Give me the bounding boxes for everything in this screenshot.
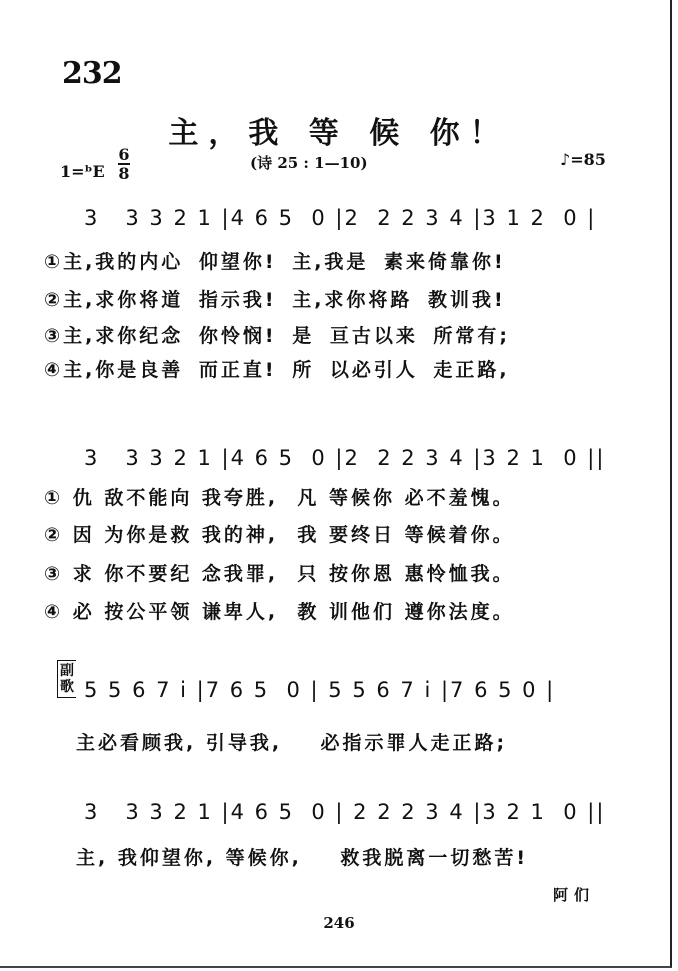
hymn-title: 主，我 等 候 你！ <box>168 116 510 151</box>
lyric-line: 主必看顾我, 引导我, 必指示罪人走正路; <box>76 732 508 754</box>
page-number: 246 <box>323 914 355 932</box>
time-signature <box>118 146 130 182</box>
scripture-reference: (诗 25 : 1—10) <box>250 154 368 172</box>
hymn-number: 232 <box>62 56 122 91</box>
lyric-line: 主, 我仰望你, 等候你, 救我脱离一切愁苦! <box>76 847 529 869</box>
notation-line-4: 3 3 3 2 1 |4 6 5 0 | 2 2 2 3 4 |3 2 1 0 || <box>84 800 606 824</box>
notation-line-3: 5 5 6 7 i |7 6 5 0 | 5 5 6 7 i |7 6 5 0 | <box>84 678 556 702</box>
tempo-marking: ♪=85 <box>560 150 606 169</box>
lyric-line: ④主,你是良善 而正直! 所 以必引人 走正路, <box>44 359 510 381</box>
lyric-line: ① 仇 敌不能向 我夸胜, 凡 等候你 必不羞愧。 <box>44 487 515 509</box>
chorus-label: 副歌 <box>57 660 76 698</box>
lyric-line: ③主,求你纪念 你怜悯! 是 亘古以来 所常有; <box>44 325 511 347</box>
lyric-line: ①主,我的内心 仰望你! 主,我是 素来倚靠你! <box>44 251 506 273</box>
time-signature-top: 6 <box>118 145 130 164</box>
amen-text: 阿们 <box>553 886 596 904</box>
lyric-line: ④ 必 按公平领 谦卑人, 教 训他们 遵你法度。 <box>44 601 515 623</box>
lyric-line: ② 因 为你是救 我的神, 我 要终日 等候着你。 <box>44 524 515 546</box>
notation-line-1: 3 3 3 2 1 |4 6 5 0 |2 2 2 3 4 |3 1 2 0 | <box>84 206 597 230</box>
time-signature-bottom: 8 <box>118 164 130 183</box>
key-signature: 1=ᵇE <box>60 162 105 181</box>
notation-line-2: 3 3 3 2 1 |4 6 5 0 |2 2 2 3 4 |3 2 1 0 || <box>84 446 606 470</box>
lyric-line: ③ 求 你不要纪 念我罪, 只 按你恩 惠怜恤我。 <box>44 563 515 585</box>
lyric-line: ②主,求你将道 指示我! 主,求你将路 教训我! <box>44 289 506 311</box>
